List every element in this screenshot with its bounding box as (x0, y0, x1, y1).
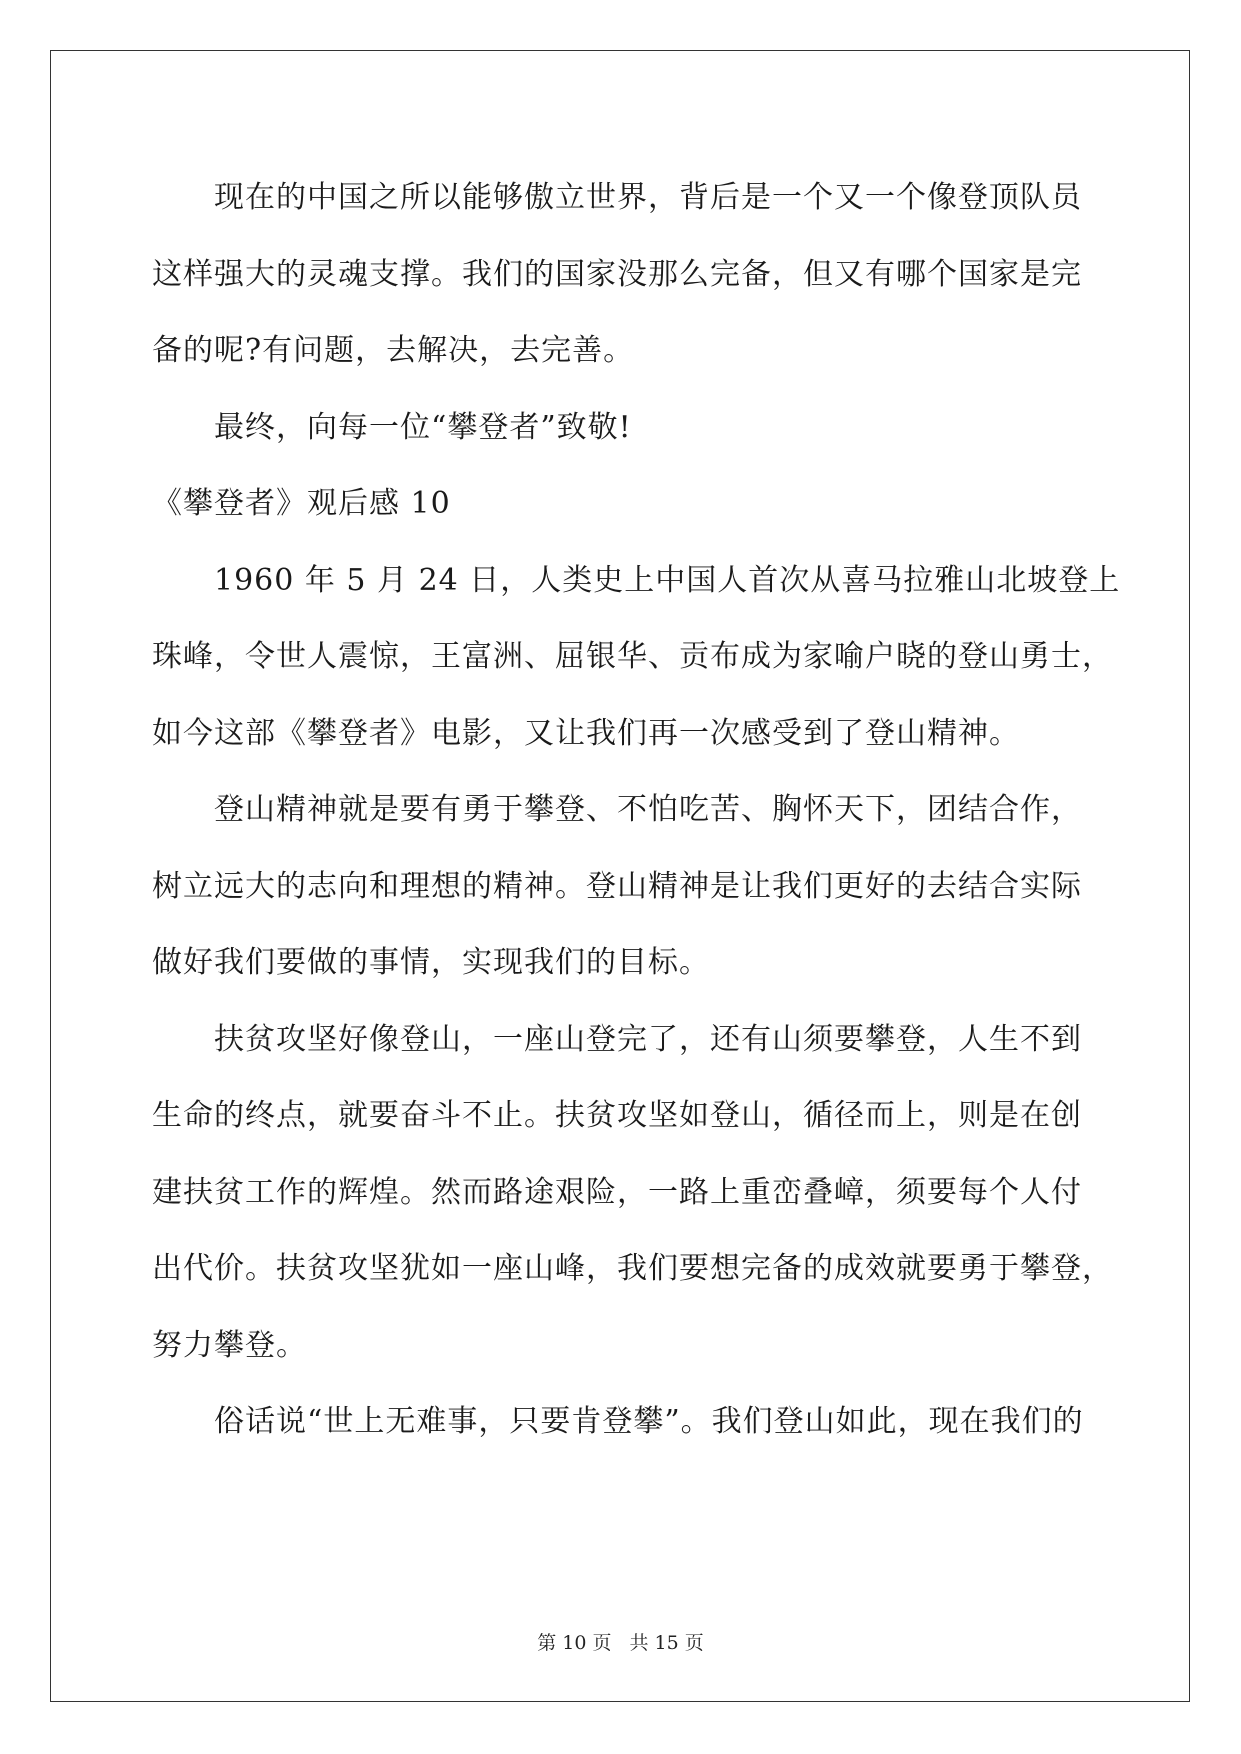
paragraph-line: 现在的中国之所以能够傲立世界，背后是一个又一个像登顶队员 (214, 180, 1082, 215)
paragraph-line: 1960 年 5 月 24 日，人类史上中国人首次从喜马拉雅山北坡登上 (214, 562, 1121, 598)
paragraph-line: 俗话说“世上无难事，只要肯登攀”。我们登山如此，现在我们的 (214, 1404, 1084, 1439)
paragraph-line: 最终，向每一位“攀登者”致敬! (214, 409, 632, 445)
paragraph-line: 登山精神就是要有勇于攀登、不怕吃苦、胸怀天下，团结合作， (214, 792, 1082, 827)
paragraph-line: 努力攀登。 (152, 1327, 307, 1363)
paragraph-line: 这样强大的灵魂支撑。我们的国家没那么完备，但又有哪个国家是完 (152, 256, 1082, 292)
section-heading: 《攀登者》观后感 10 (152, 486, 451, 521)
paragraph-line: 扶贫攻坚好像登山，一座山登完了，还有山须要攀登，人生不到 (214, 1021, 1082, 1057)
paragraph-line: 如今这部《攀登者》电影，又让我们再一次感受到了登山精神。 (152, 715, 1020, 751)
document-body (152, 160, 1121, 1461)
page-footer (0, 1628, 1241, 1655)
paragraph-line: 建扶贫工作的辉煌。然而路途艰险，一路上重峦叠嶂，须要每个人付 (152, 1174, 1082, 1210)
page-number: 第 10 页 (537, 1632, 612, 1654)
paragraph-line: 出代价。扶贫攻坚犹如一座山峰，我们要想完备的成效就要勇于攀登， (152, 1251, 1113, 1286)
paragraph-line: 做好我们要做的事情，实现我们的目标。 (152, 945, 710, 980)
paragraph-line: 生命的终点，就要奋斗不止。扶贫攻坚如登山，循径而上，则是在创 (152, 1098, 1082, 1133)
paragraph-line: 树立远大的志向和理想的精神。登山精神是让我们更好的去结合实际 (152, 868, 1082, 904)
paragraph-line: 珠峰，令世人震惊，王富洲、屈银华、贡布成为家喻户晓的登山勇士， (152, 639, 1113, 674)
paragraph-line: 备的呢?有问题，去解决，去完善。 (152, 333, 635, 368)
page-total: 共 15 页 (629, 1632, 704, 1654)
